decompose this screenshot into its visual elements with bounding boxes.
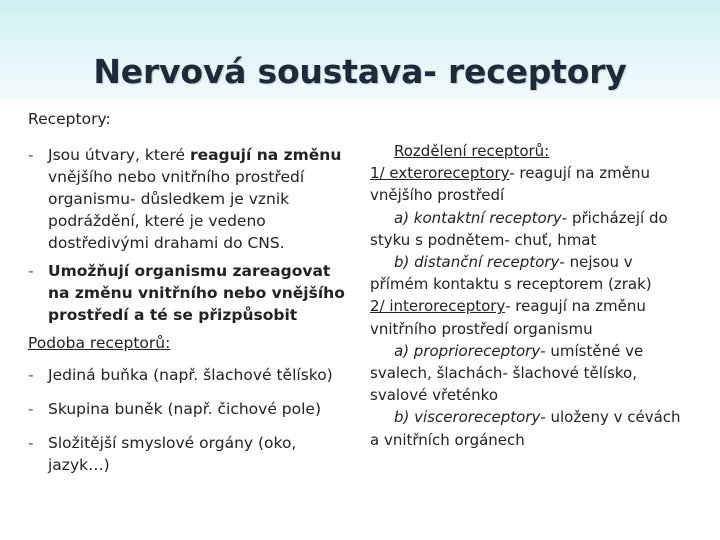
- podoba-item: Skupina buněk (např. čichové pole): [48, 400, 321, 418]
- interoreceptory-label: 2/ interoreceptory: [370, 297, 506, 316]
- exteroreceptory-text: - reagují na změnu vnějšího prostředí: [370, 164, 650, 205]
- rozdeleni-heading: Rozdělení receptorů:: [394, 142, 550, 160]
- dash-bullet: -: [28, 262, 34, 280]
- proprioreceptory-text: - umístěné ve svalech, šlachách- šlachové tělísko, svalové vřeténko: [370, 341, 644, 405]
- podoba-item: Složitější smyslové orgány (oko, jazyk…): [48, 434, 297, 474]
- item1-text-start: Jsou útvary, které: [48, 146, 190, 164]
- kontaktni-label: a) kontaktní receptory: [394, 208, 562, 227]
- visceroreceptory-block: [370, 406, 692, 450]
- podoba-list: [28, 364, 348, 476]
- interoreceptory-text: - reagují na změnu vnitřního prostředí organismu: [370, 297, 646, 338]
- list-item: [28, 144, 348, 254]
- visceroreceptory-text: - uloženy v cévách a vnitřních orgánech: [370, 408, 681, 449]
- list-item: [28, 260, 348, 326]
- podoba-heading: Podoba receptorů:: [28, 334, 171, 352]
- distancni-text: - nejsou v přímém kontaktu s receptorem (zrak): [370, 253, 652, 294]
- rozdeleni-block: [370, 140, 692, 162]
- distancni-label: b) distanční receptory: [394, 253, 560, 272]
- page-title: Nervová soustava- receptory: [93, 52, 627, 91]
- visceroreceptory-label: b) visceroreceptory: [394, 408, 541, 427]
- left-column: [28, 108, 348, 488]
- proprioreceptory-label: a) proprioreceptory: [394, 341, 541, 360]
- exteroreceptory-block: [370, 162, 692, 206]
- receptory-heading: Receptory:: [28, 110, 111, 128]
- right-column: [370, 140, 692, 451]
- receptory-list: [28, 144, 348, 326]
- dash-bullet: -: [28, 366, 34, 384]
- kontaktni-text: - přicházejí do styku s podnětem- chuť, hmat: [370, 208, 668, 249]
- item2-text: Umožňují organismu zareagovat na změnu vnitřního nebo vnějšího prostředí a té se přizpůsobit: [48, 262, 345, 324]
- dash-bullet: -: [28, 434, 34, 452]
- item1-bold-text: reagují na změnu: [189, 146, 342, 164]
- list-item: [28, 364, 348, 386]
- proprioreceptory-block: [370, 340, 692, 407]
- podoba-item: Jediná buňka (např. šlachové tělísko): [48, 366, 333, 384]
- distancni-block: [370, 251, 692, 295]
- interoreceptory-block: [370, 295, 692, 339]
- item1-text-end: vnějšího nebo vnitřního prostředí organismu- důsledkem je vznik podráždění, které je vedeno dostředivými drahami do CNS.: [48, 168, 305, 252]
- list-item: [28, 398, 348, 420]
- exteroreceptory-label: 1/ exteroreceptory: [370, 164, 510, 183]
- dash-bullet: -: [28, 146, 34, 164]
- kontaktni-block: [370, 207, 692, 251]
- dash-bullet: -: [28, 400, 34, 418]
- list-item: [28, 432, 348, 476]
